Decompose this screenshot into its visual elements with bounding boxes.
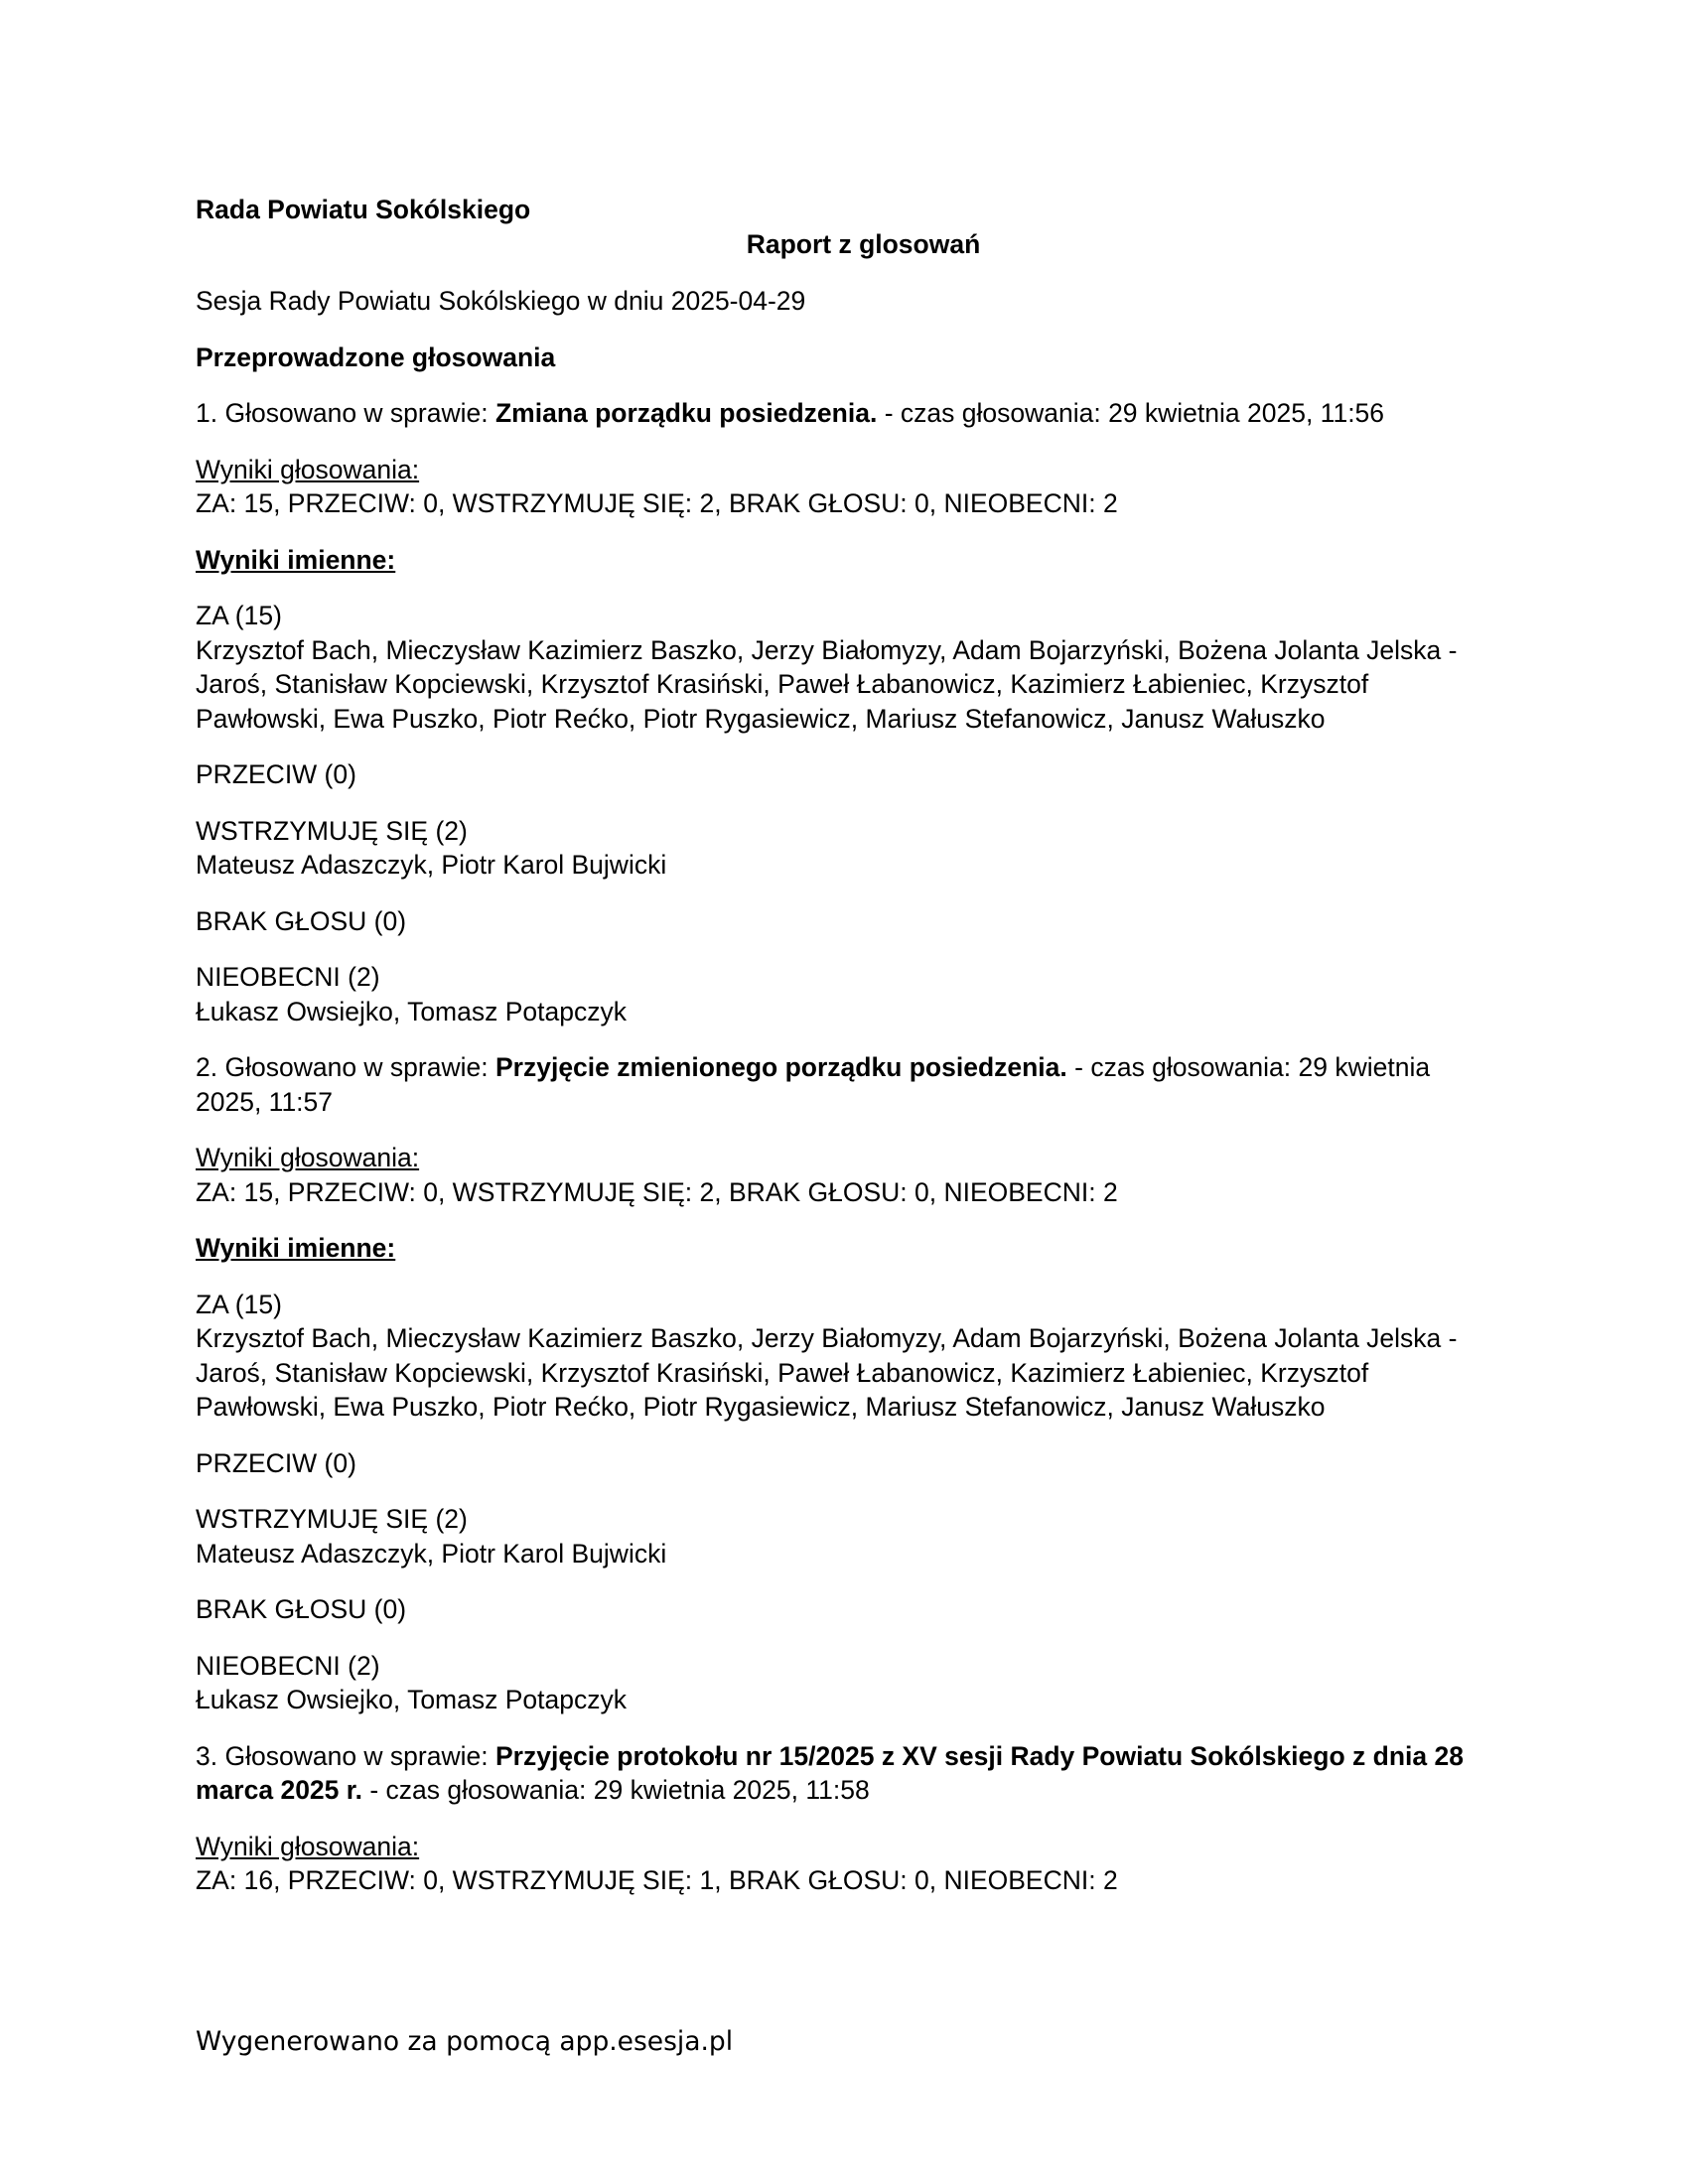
przeciw-heading: PRZECIW (0) — [196, 1447, 356, 1478]
vote-results — [196, 1830, 1496, 1898]
za-names: Krzysztof Bach, Mieczysław Kazimierz Baszko, Jerzy Białomyzy, Adam Bojarzyński, Bożena Jolanta Jelska - Jaroś, Stanisław Kopciewski, Krzysztof Krasiński, Paweł Łabanowicz, Kazimierz Łabieniec, Krzysztof Pawłowski, Ewa Puszko, Piotr Rećko, Piotr Rygasiewicz, Mariusz Stefanowicz, Janusz Wałuszko — [196, 634, 1458, 734]
nieobecni-heading: NIEOBECNI (2) — [196, 1650, 380, 1681]
za-names: Krzysztof Bach, Mieczysław Kazimierz Baszko, Jerzy Białomyzy, Adam Bojarzyński, Bożena Jolanta Jelska - Jaroś, Stanisław Kopciewski, Krzysztof Krasiński, Paweł Łabanowicz, Kazimierz Łabieniec, Krzysztof Pawłowski, Ewa Puszko, Piotr Rećko, Piotr Rygasiewicz, Mariusz Stefanowicz, Janusz Wałuszko — [196, 1323, 1458, 1422]
vote-time: 29 kwietnia 2025, 11:57 — [196, 1052, 1431, 1117]
wstrzymuje-names: Mateusz Adaszczyk, Piotr Karol Bujwicki — [196, 1538, 667, 1569]
results-summary: ZA: 15, PRZECIW: 0, WSTRZYMUJĘ SIĘ: 2, BRAK GŁOSU: 0, NIEOBECNI: 2 — [196, 1176, 1118, 1207]
report-title: Raport z glosowań — [746, 228, 981, 259]
nieobecni-group — [196, 1649, 1496, 1717]
vote-subject: Przyjęcie protokołu nr 15/2025 z XV sesji Rady Powiatu Sokólskiego z dnia 28 marca 2025 r. — [196, 1740, 1464, 1805]
nieobecni-heading: NIEOBECNI (2) — [196, 962, 380, 992]
section-heading: Przeprowadzone głosowania — [196, 341, 556, 372]
wstrzymuje-heading: WSTRZYMUJĘ SIĘ (2) — [196, 1504, 468, 1534]
wstrzymuje-group — [196, 814, 1496, 883]
brak-glosu-heading: BRAK GŁOSU (0) — [196, 1594, 407, 1624]
wstrzymuje-heading: WSTRZYMUJĘ SIĘ (2) — [196, 815, 468, 846]
results-summary: ZA: 16, PRZECIW: 0, WSTRZYMUJĘ SIĘ: 1, BRAK GŁOSU: 0, NIEOBECNI: 2 — [196, 1865, 1118, 1895]
nieobecni-names: Łukasz Owsiejko, Tomasz Potapczyk — [196, 996, 627, 1026]
przeciw-heading: PRZECIW (0) — [196, 759, 356, 789]
vote-heading: 2. Głosowano w sprawie: Przyjęcie zmienionego porządku posiedzenia. - czas głosowania: 29 kwietnia 2025, 11:57 — [196, 1052, 1431, 1117]
za-heading: ZA (15) — [196, 601, 282, 630]
results-summary: ZA: 15, PRZECIW: 0, WSTRZYMUJĘ SIĘ: 2, BRAK GŁOSU: 0, NIEOBECNI: 2 — [196, 488, 1118, 518]
za-group — [196, 1288, 1496, 1425]
nieobecni-group — [196, 960, 1496, 1028]
wstrzymuje-names: Mateusz Adaszczyk, Piotr Karol Bujwicki — [196, 850, 667, 880]
named-results-label: Wyniki imienne: — [196, 1233, 396, 1263]
za-group — [196, 599, 1496, 736]
vote-results — [196, 453, 1496, 521]
vote-time: 29 kwietnia 2025, 11:58 — [593, 1775, 870, 1805]
vote-results — [196, 1141, 1496, 1209]
named-results-label: Wyniki imienne: — [196, 544, 396, 575]
results-label: Wyniki głosowania: — [196, 454, 420, 484]
vote-heading: 1. Głosowano w sprawie: Zmiana porządku posiedzenia. - czas głosowania: 29 kwietnia 2025, 11:56 — [196, 398, 1385, 428]
organization-name: Rada Powiatu Sokólskiego — [196, 195, 531, 224]
vote-subject: Zmiana porządku posiedzenia. — [494, 398, 878, 428]
document-page — [196, 193, 1496, 1898]
session-line: Sesja Rady Powiatu Sokólskiego w dniu 2025-04-29 — [196, 286, 806, 316]
wstrzymuje-group — [196, 1502, 1496, 1570]
vote-subject: Przyjęcie zmienionego porządku posiedzenia. — [494, 1052, 1067, 1082]
za-heading: ZA (15) — [196, 1289, 282, 1319]
footer-note: Wygenerowano za pomocą app.esesja.pl — [196, 2026, 734, 2057]
results-label: Wyniki głosowania: — [196, 1831, 420, 1861]
brak-glosu-heading: BRAK GŁOSU (0) — [196, 905, 407, 936]
nieobecni-names: Łukasz Owsiejko, Tomasz Potapczyk — [196, 1685, 627, 1714]
vote-heading: 3. Głosowano w sprawie: Przyjęcie protokołu nr 15/2025 z XV sesji Rady Powiatu Sokólskiego z dnia 28 marca 2025 r. - czas głosowania: 29 kwietnia 2025, 11:58 — [196, 1740, 1464, 1805]
results-label: Wyniki głosowania: — [196, 1143, 420, 1172]
vote-time: 29 kwietnia 2025, 11:56 — [1108, 398, 1385, 428]
